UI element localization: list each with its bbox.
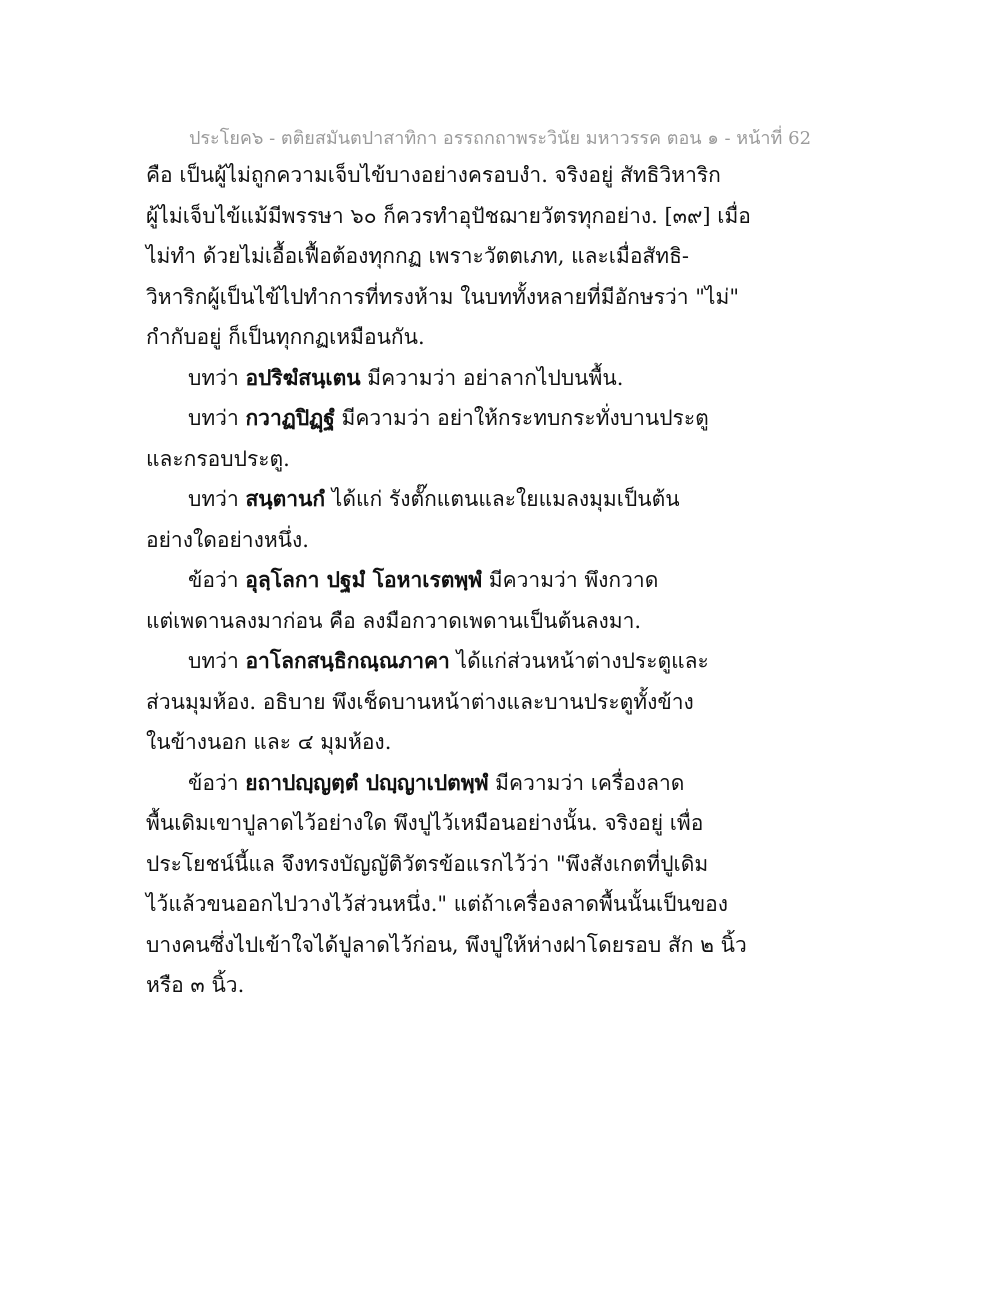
text-run: ได้แก่ รังตั๊กแตนและใยแมลงมุมเป็นต้น	[325, 487, 680, 511]
text-run: ไว้แล้วขนออกไปวางไว้ส่วนหนึ่ง." แต่ถ้าเครื่องลาดพื้นนั้นเป็นของ	[146, 892, 729, 916]
text-line	[146, 844, 746, 885]
text-line	[146, 520, 746, 561]
text-line	[146, 682, 746, 723]
pali-term: กวาฏปิฏฺฐํ	[245, 405, 335, 430]
text-line	[146, 803, 746, 844]
text-run: หรือ ๓ นิ้ว.	[146, 973, 245, 997]
text-run: มีความว่า อย่าลากไปบนพื้น.	[360, 365, 624, 390]
text-run: ไม่ทำ ด้วยไม่เอื้อเฟื้อต้องทุกกฏ เพราะวัตตเภท, และเมื่อสัทธิ-	[146, 244, 690, 268]
text-run: ในข้างนอก และ ๔ มุมห้อง.	[146, 730, 392, 754]
text-run: ผู้ไม่เจ็บไข้แม้มีพรรษา ๖๐ ก็ควรทำอุปัชฌายวัตรทุกอย่าง. [๓๙] เมื่อ	[146, 203, 751, 228]
text-line	[146, 155, 746, 196]
text-line	[146, 479, 746, 520]
text-line	[146, 601, 746, 642]
text-run: มีความว่า พึงกวาด	[482, 568, 659, 592]
text-run: ประโยชน์นี้แล จึงทรงบัญญัติวัตรข้อแรกไว้ว่า "พึงสังเกตที่ปูเดิม	[146, 851, 709, 876]
text-line	[146, 236, 746, 277]
text-line	[146, 925, 746, 966]
text-run: อย่างใดอย่างหนึ่ง.	[146, 527, 309, 552]
pali-term: ยถาปญฺญตฺตํ ปญฺญาเปตพฺพํ	[245, 769, 489, 795]
text-run: มีความว่า อย่าให้กระทบกระทั่งบานประตู	[334, 406, 709, 430]
pali-term: อาโลกสนฺธิกณฺณภาคา	[245, 648, 450, 673]
text-line	[146, 277, 746, 318]
text-run: ได้แก่ส่วนหน้าต่างประตูและ	[449, 649, 709, 673]
text-run: มีความว่า เครื่องลาด	[488, 770, 685, 795]
text-run: กำกับอยู่ ก็เป็นทุกกฏเหมือนกัน.	[146, 325, 425, 349]
pali-term: สนฺตานกํ	[245, 486, 326, 511]
text-run: บทว่า	[188, 487, 246, 511]
text-line	[146, 196, 751, 237]
text-line	[146, 965, 746, 1006]
text-line	[146, 439, 746, 480]
text-line	[146, 641, 746, 682]
text-run: คือ เป็นผู้ไม่ถูกความเจ็บไข้บางอย่างครอบงำ. จริงอยู่ สัทธิวิหาริก	[146, 163, 721, 187]
text-run: ข้อว่า	[188, 568, 246, 592]
text-run: แต่เพดานลงมาก่อน คือ ลงมือกวาดเพดานเป็นต้นลงมา.	[146, 608, 642, 633]
text-line	[146, 560, 746, 601]
text-run: วิหาริกผู้เป็นไข้ไปทำการที่ทรงห้าม ในบททั้งหลายที่มีอักษรว่า "ไม่"	[146, 284, 739, 309]
text-run: และกรอบประตู.	[146, 446, 290, 471]
text-line	[146, 722, 746, 763]
text-run: บทว่า	[188, 406, 246, 430]
text-run: พื้นเดิมเขาปูลาดไว้อย่างใด พึงปูไว้เหมือนอย่างนั้น. จริงอยู่ เพื่อ	[146, 811, 704, 835]
text-run: บางคนซึ่งไปเข้าใจได้ปูลาดไว้ก่อน, พึงปูให้ห่างฝาโดยรอบ สัก ๒ นิ้ว	[146, 932, 747, 957]
text-line	[146, 358, 746, 399]
text-line	[146, 763, 746, 804]
text-run: บทว่า	[188, 365, 246, 390]
document-body	[146, 155, 751, 1006]
text-line	[146, 398, 746, 439]
page-header: ประโยค๖ - ตติยสมันตปาสาทิกา อรรถกถาพระวินัย มหาวรรค ตอน ๑ - หน้าที่ 62	[188, 128, 812, 149]
text-run: บทว่า	[188, 649, 246, 673]
text-run: ข้อว่า	[188, 770, 246, 795]
pali-term: อปริฆํสนฺเตน	[245, 364, 361, 390]
text-line	[146, 317, 746, 358]
text-run: ส่วนมุมห้อง. อธิบาย พึงเช็ดบานหน้าต่างและบานประตูทั้งข้าง	[146, 689, 694, 714]
pali-term: อุลฺโลกา ปฐมํ โอหาเรตพฺพํ	[245, 567, 483, 592]
text-line	[146, 884, 746, 925]
